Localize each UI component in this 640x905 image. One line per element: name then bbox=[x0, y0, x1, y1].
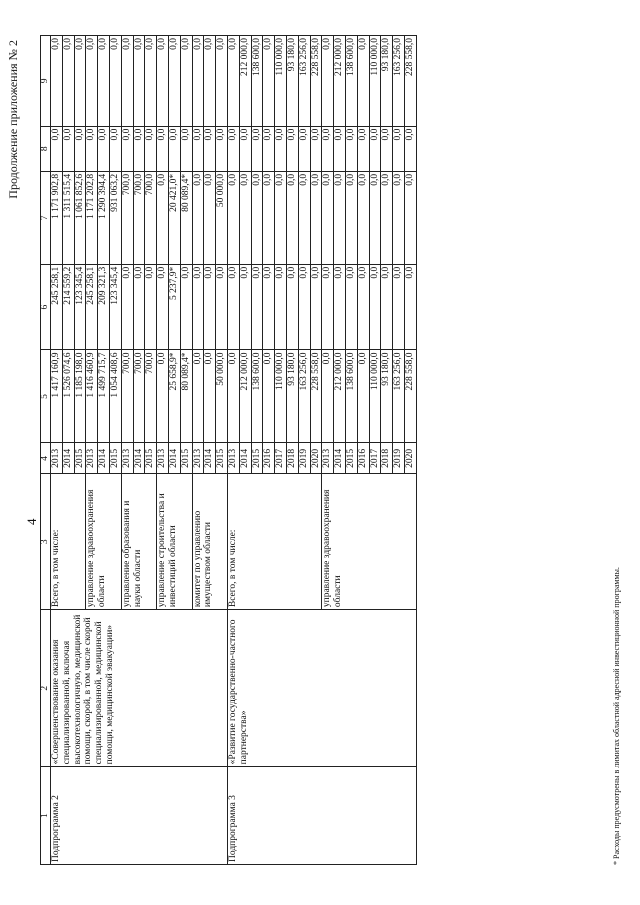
amount-cell: 138 600,0 bbox=[345, 36, 357, 127]
amount-cell: 0,0 bbox=[74, 126, 86, 171]
amount-cell: 163 256,0 bbox=[393, 350, 405, 443]
amount-cell: 0,0 bbox=[275, 264, 287, 350]
amount-cell: 0,0 bbox=[109, 126, 121, 171]
col-9: 9 bbox=[41, 36, 51, 127]
amount-cell: 0,0 bbox=[192, 171, 204, 264]
amount-cell: 0,0 bbox=[393, 171, 405, 264]
col-8: 8 bbox=[41, 126, 51, 171]
amount-cell: 0,0 bbox=[251, 126, 263, 171]
amount-cell: 0,0 bbox=[145, 36, 157, 127]
amount-cell: 0,0 bbox=[345, 171, 357, 264]
amount-cell: 20 421,0* bbox=[168, 171, 180, 264]
table-row bbox=[227, 36, 239, 865]
amount-cell: 245 258,1 bbox=[51, 264, 63, 350]
year-cell: 2016 bbox=[263, 443, 275, 474]
amount-cell: 0,0 bbox=[62, 126, 74, 171]
amount-cell: 0,0 bbox=[310, 126, 322, 171]
amount-cell: 0,0 bbox=[216, 36, 228, 127]
amount-cell: 0,0 bbox=[157, 350, 169, 443]
amount-cell: 700,0 bbox=[133, 171, 145, 264]
amount-cell: 0,0 bbox=[204, 350, 216, 443]
amount-cell: 0,0 bbox=[227, 264, 239, 350]
amount-cell: 0,0 bbox=[334, 126, 346, 171]
amount-cell: 931 063,2 bbox=[109, 171, 121, 264]
amount-cell: 0,0 bbox=[263, 264, 275, 350]
amount-cell: 0,0 bbox=[298, 171, 310, 264]
amount-cell: 228 558,0 bbox=[310, 350, 322, 443]
amount-cell: 0,0 bbox=[251, 264, 263, 350]
amount-cell: 110 000,0 bbox=[275, 350, 287, 443]
year-cell: 2014 bbox=[168, 443, 180, 474]
amount-cell: 123 345,4 bbox=[74, 264, 86, 350]
amount-cell: 1 499 715,7 bbox=[98, 350, 110, 443]
amount-cell: 93 180,0 bbox=[286, 36, 298, 127]
amount-cell: 0,0 bbox=[357, 350, 369, 443]
col-4: 4 bbox=[41, 443, 51, 474]
amount-cell: 0,0 bbox=[168, 36, 180, 127]
amount-cell: 0,0 bbox=[322, 350, 334, 443]
amount-cell: 0,0 bbox=[275, 171, 287, 264]
executor-cell: управление здравоохранения области bbox=[86, 474, 121, 610]
amount-cell: 0,0 bbox=[204, 126, 216, 171]
amount-cell: 0,0 bbox=[322, 36, 334, 127]
amount-cell: 0,0 bbox=[239, 264, 251, 350]
executor-cell: Всего, в том числе: bbox=[51, 474, 86, 610]
table-row bbox=[51, 36, 63, 865]
amount-cell: 0,0 bbox=[263, 350, 275, 443]
year-cell: 2013 bbox=[227, 443, 239, 474]
year-cell: 2014 bbox=[204, 443, 216, 474]
amount-cell: 138 600,0 bbox=[251, 350, 263, 443]
amount-cell: 0,0 bbox=[157, 171, 169, 264]
year-cell: 2018 bbox=[286, 443, 298, 474]
amount-cell: 0,0 bbox=[216, 126, 228, 171]
amount-cell: 700,0 bbox=[145, 171, 157, 264]
year-cell: 2018 bbox=[381, 443, 393, 474]
amount-cell: 1 185 198,0 bbox=[74, 350, 86, 443]
executor-cell: управление строительства и инвестиций области bbox=[157, 474, 192, 610]
amount-cell: 0,0 bbox=[109, 36, 121, 127]
year-cell: 2015 bbox=[145, 443, 157, 474]
amount-cell: 212 000,0 bbox=[334, 36, 346, 127]
year-cell: 2013 bbox=[51, 443, 63, 474]
amount-cell: 0,0 bbox=[275, 126, 287, 171]
amount-cell: 0,0 bbox=[168, 126, 180, 171]
year-cell: 2014 bbox=[239, 443, 251, 474]
year-cell: 2013 bbox=[192, 443, 204, 474]
amount-cell: 0,0 bbox=[286, 264, 298, 350]
amount-cell: 0,0 bbox=[227, 350, 239, 443]
col-6: 6 bbox=[41, 264, 51, 350]
year-cell: 2019 bbox=[393, 443, 405, 474]
amount-cell: 0,0 bbox=[357, 264, 369, 350]
subprogram-2-name: «Совершенствование оказания специализированной, включая высокотехнологичную, медицинской помощи, скорой, в том числе скорой специализированной, медицинской помощи, медицинской эвакуации» bbox=[51, 610, 228, 767]
footnote: * Расходы предусмотрены в лимитах областной адресной инвестиционной программы. bbox=[612, 567, 621, 865]
amount-cell: 0,0 bbox=[381, 126, 393, 171]
subprogram-2-id: Подпрограмма 2 bbox=[51, 767, 228, 865]
amount-cell: 0,0 bbox=[381, 171, 393, 264]
executor-cell: Всего, в том числе: bbox=[227, 474, 321, 610]
col-2: 2 bbox=[41, 610, 51, 767]
amount-cell: 93 180,0 bbox=[381, 36, 393, 127]
amount-cell: 214 559,2 bbox=[62, 264, 74, 350]
amount-cell: 0,0 bbox=[145, 126, 157, 171]
amount-cell: 0,0 bbox=[62, 36, 74, 127]
amount-cell: 1 416 460,9 bbox=[86, 350, 98, 443]
amount-cell: 80 089,4* bbox=[180, 350, 192, 443]
amount-cell: 25 658,9* bbox=[168, 350, 180, 443]
amount-cell: 0,0 bbox=[369, 264, 381, 350]
amount-cell: 80 089,4* bbox=[180, 171, 192, 264]
amount-cell: 0,0 bbox=[227, 36, 239, 127]
year-cell: 2014 bbox=[334, 443, 346, 474]
amount-cell: 0,0 bbox=[133, 126, 145, 171]
amount-cell: 50 000,0 bbox=[216, 171, 228, 264]
amount-cell: 0,0 bbox=[345, 126, 357, 171]
year-cell: 2014 bbox=[98, 443, 110, 474]
amount-cell: 0,0 bbox=[322, 171, 334, 264]
amount-cell: 110 000,0 bbox=[275, 36, 287, 127]
amount-cell: 0,0 bbox=[322, 264, 334, 350]
amount-cell: 0,0 bbox=[227, 171, 239, 264]
amount-cell: 0,0 bbox=[369, 171, 381, 264]
amount-cell: 0,0 bbox=[133, 264, 145, 350]
amount-cell: 0,0 bbox=[393, 264, 405, 350]
year-cell: 2017 bbox=[275, 443, 287, 474]
amount-cell: 0,0 bbox=[381, 264, 393, 350]
amount-cell: 0,0 bbox=[121, 264, 133, 350]
year-cell: 2014 bbox=[133, 443, 145, 474]
amount-cell: 0,0 bbox=[393, 126, 405, 171]
page-number: 4 bbox=[24, 518, 39, 525]
year-cell: 2015 bbox=[216, 443, 228, 474]
amount-cell: 93 180,0 bbox=[381, 350, 393, 443]
amount-cell: 0,0 bbox=[322, 126, 334, 171]
amount-cell: 212 000,0 bbox=[239, 350, 251, 443]
year-cell: 2013 bbox=[121, 443, 133, 474]
amount-cell: 0,0 bbox=[180, 36, 192, 127]
amount-cell: 110 000,0 bbox=[369, 36, 381, 127]
amount-cell: 209 321,3 bbox=[98, 264, 110, 350]
year-cell: 2016 bbox=[357, 443, 369, 474]
amount-cell: 212 000,0 bbox=[239, 36, 251, 127]
year-cell: 2015 bbox=[109, 443, 121, 474]
amount-cell: 1 171 902,8 bbox=[51, 171, 63, 264]
amount-cell: 0,0 bbox=[192, 350, 204, 443]
amount-cell: 212 000,0 bbox=[334, 350, 346, 443]
amount-cell: 0,0 bbox=[298, 126, 310, 171]
amount-cell: 138 600,0 bbox=[251, 36, 263, 127]
executor-cell: управление здравоохранения области bbox=[322, 474, 416, 610]
amount-cell: 0,0 bbox=[310, 171, 322, 264]
amount-cell: 1 311 515,4 bbox=[62, 171, 74, 264]
amount-cell: 0,0 bbox=[263, 36, 275, 127]
amount-cell: 1 417 160,9 bbox=[51, 350, 63, 443]
col-5: 5 bbox=[41, 350, 51, 443]
amount-cell: 1 290 394,4 bbox=[98, 171, 110, 264]
col-3: 3 bbox=[41, 474, 51, 610]
amount-cell: 0,0 bbox=[180, 126, 192, 171]
amount-cell: 138 600,0 bbox=[345, 350, 357, 443]
amount-cell: 700,0 bbox=[133, 350, 145, 443]
amount-cell: 1 054 408,6 bbox=[109, 350, 121, 443]
amount-cell: 0,0 bbox=[74, 36, 86, 127]
executor-cell: комитет по управлению имуществом области bbox=[192, 474, 227, 610]
continuation-label: Продолжение приложения № 2 bbox=[6, 40, 20, 199]
amount-cell: 0,0 bbox=[239, 171, 251, 264]
amount-cell: 0,0 bbox=[239, 126, 251, 171]
amount-cell: 0,0 bbox=[192, 36, 204, 127]
amount-cell: 0,0 bbox=[357, 171, 369, 264]
column-number-row bbox=[41, 36, 51, 865]
col-7: 7 bbox=[41, 171, 51, 264]
amount-cell: 5 237,9* bbox=[168, 264, 180, 350]
amount-cell: 0,0 bbox=[216, 264, 228, 350]
amount-cell: 228 558,0 bbox=[404, 36, 416, 127]
amount-cell: 228 558,0 bbox=[310, 36, 322, 127]
year-cell: 2015 bbox=[345, 443, 357, 474]
amount-cell: 0,0 bbox=[334, 264, 346, 350]
year-cell: 2015 bbox=[251, 443, 263, 474]
year-cell: 2017 bbox=[369, 443, 381, 474]
amount-cell: 163 256,0 bbox=[298, 350, 310, 443]
amount-cell: 1 171 202,8 bbox=[86, 171, 98, 264]
amount-cell: 1 526 074,6 bbox=[62, 350, 74, 443]
amount-cell: 0,0 bbox=[98, 36, 110, 127]
year-cell: 2019 bbox=[298, 443, 310, 474]
amount-cell: 700,0 bbox=[121, 350, 133, 443]
amount-cell: 0,0 bbox=[404, 264, 416, 350]
amount-cell: 0,0 bbox=[263, 171, 275, 264]
subprogram-3-name: «Развитие государственно-частного партнерства» bbox=[227, 610, 416, 767]
amount-cell: 245 258,1 bbox=[86, 264, 98, 350]
amount-cell: 50 000,0 bbox=[216, 350, 228, 443]
year-cell: 2015 bbox=[180, 443, 192, 474]
year-cell: 2020 bbox=[310, 443, 322, 474]
amount-cell: 0,0 bbox=[204, 36, 216, 127]
budget-table bbox=[40, 35, 417, 865]
year-cell: 2013 bbox=[157, 443, 169, 474]
amount-cell: 123 345,4 bbox=[109, 264, 121, 350]
amount-cell: 0,0 bbox=[157, 126, 169, 171]
amount-cell: 0,0 bbox=[263, 126, 275, 171]
amount-cell: 163 256,0 bbox=[298, 36, 310, 127]
amount-cell: 0,0 bbox=[192, 264, 204, 350]
amount-cell: 0,0 bbox=[192, 126, 204, 171]
amount-cell: 0,0 bbox=[369, 126, 381, 171]
amount-cell: 0,0 bbox=[286, 171, 298, 264]
col-1: 1 bbox=[41, 767, 51, 865]
amount-cell: 0,0 bbox=[251, 171, 263, 264]
amount-cell: 110 000,0 bbox=[369, 350, 381, 443]
table-body bbox=[51, 36, 417, 865]
amount-cell: 0,0 bbox=[51, 36, 63, 127]
amount-cell: 0,0 bbox=[404, 126, 416, 171]
amount-cell: 0,0 bbox=[286, 126, 298, 171]
amount-cell: 163 256,0 bbox=[393, 36, 405, 127]
year-cell: 2013 bbox=[322, 443, 334, 474]
amount-cell: 700,0 bbox=[121, 171, 133, 264]
amount-cell: 93 180,0 bbox=[286, 350, 298, 443]
amount-cell: 0,0 bbox=[86, 126, 98, 171]
amount-cell: 0,0 bbox=[204, 171, 216, 264]
amount-cell: 1 061 852,6 bbox=[74, 171, 86, 264]
amount-cell: 0,0 bbox=[145, 264, 157, 350]
amount-cell: 0,0 bbox=[51, 126, 63, 171]
amount-cell: 0,0 bbox=[157, 36, 169, 127]
amount-cell: 0,0 bbox=[334, 171, 346, 264]
amount-cell: 0,0 bbox=[310, 264, 322, 350]
amount-cell: 0,0 bbox=[180, 264, 192, 350]
amount-cell: 0,0 bbox=[204, 264, 216, 350]
year-cell: 2014 bbox=[62, 443, 74, 474]
amount-cell: 0,0 bbox=[157, 264, 169, 350]
year-cell: 2013 bbox=[86, 443, 98, 474]
amount-cell: 0,0 bbox=[121, 126, 133, 171]
year-cell: 2015 bbox=[74, 443, 86, 474]
amount-cell: 0,0 bbox=[357, 36, 369, 127]
amount-cell: 700,0 bbox=[145, 350, 157, 443]
amount-cell: 0,0 bbox=[298, 264, 310, 350]
executor-cell: управление образования и науки области bbox=[121, 474, 156, 610]
amount-cell: 228 558,0 bbox=[404, 350, 416, 443]
amount-cell: 0,0 bbox=[345, 264, 357, 350]
amount-cell: 0,0 bbox=[227, 126, 239, 171]
amount-cell: 0,0 bbox=[404, 171, 416, 264]
subprogram-3-id: Подпрограмма 3 bbox=[227, 767, 416, 865]
amount-cell: 0,0 bbox=[98, 126, 110, 171]
amount-cell: 0,0 bbox=[121, 36, 133, 127]
year-cell: 2020 bbox=[404, 443, 416, 474]
amount-cell: 0,0 bbox=[357, 126, 369, 171]
amount-cell: 0,0 bbox=[86, 36, 98, 127]
amount-cell: 0,0 bbox=[133, 36, 145, 127]
